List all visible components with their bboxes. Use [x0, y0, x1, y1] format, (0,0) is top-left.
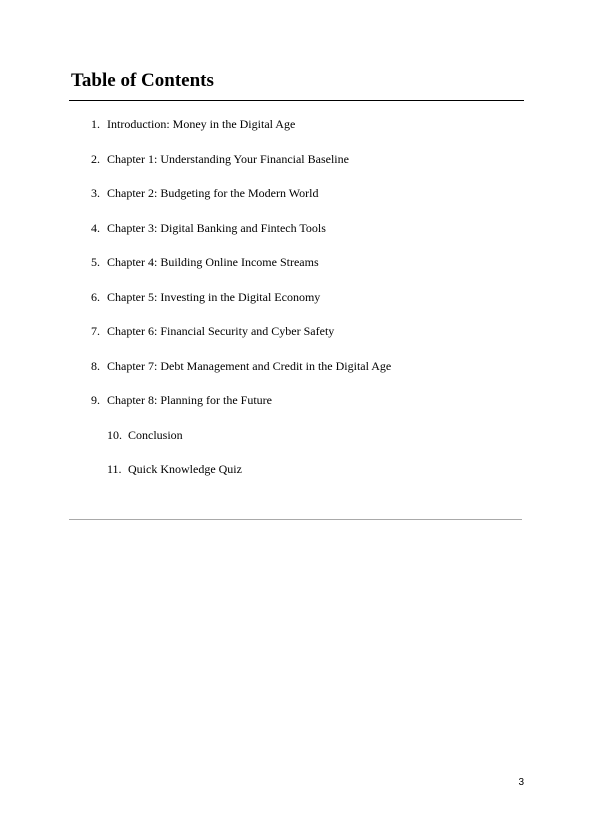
page-number: 3 — [518, 777, 524, 788]
toc-title: Table of Contents — [71, 70, 214, 91]
section-separator — [69, 519, 522, 520]
toc-item-number: 11. — [107, 462, 122, 476]
toc-item-number: 6. — [91, 290, 100, 304]
toc-item-number: 1. — [91, 117, 100, 131]
toc-item-number: 4. — [91, 221, 100, 235]
toc-item-text: Chapter 3: Digital Banking and Fintech Tools — [107, 221, 326, 235]
toc-item-number: 3. — [91, 186, 100, 200]
toc-item-number: 7. — [91, 324, 100, 338]
toc-item-text: Chapter 8: Planning for the Future — [107, 393, 272, 407]
toc-item-text: Chapter 1: Understanding Your Financial Baseline — [107, 152, 349, 166]
toc-item-text: Chapter 7: Debt Management and Credit in the Digital Age — [107, 359, 392, 373]
toc-item-text: Quick Knowledge Quiz — [128, 462, 242, 476]
toc-item-number: 2. — [91, 152, 100, 166]
toc-item-text: Chapter 5: Investing in the Digital Economy — [107, 290, 321, 304]
toc-item-text: Introduction: Money in the Digital Age — [107, 117, 296, 131]
toc-item-text: Chapter 4: Building Online Income Streams — [107, 255, 319, 269]
toc-item-text: Chapter 6: Financial Security and Cyber Safety — [107, 324, 335, 338]
toc-item-number: 5. — [91, 255, 100, 269]
title-underline — [69, 100, 524, 101]
toc-item-text: Chapter 2: Budgeting for the Modern World — [107, 186, 319, 200]
toc-item-number: 9. — [91, 393, 100, 407]
toc-item-number: 8. — [91, 359, 100, 373]
toc-item-text: Conclusion — [128, 428, 183, 442]
toc-item-number: 10. — [107, 428, 122, 442]
